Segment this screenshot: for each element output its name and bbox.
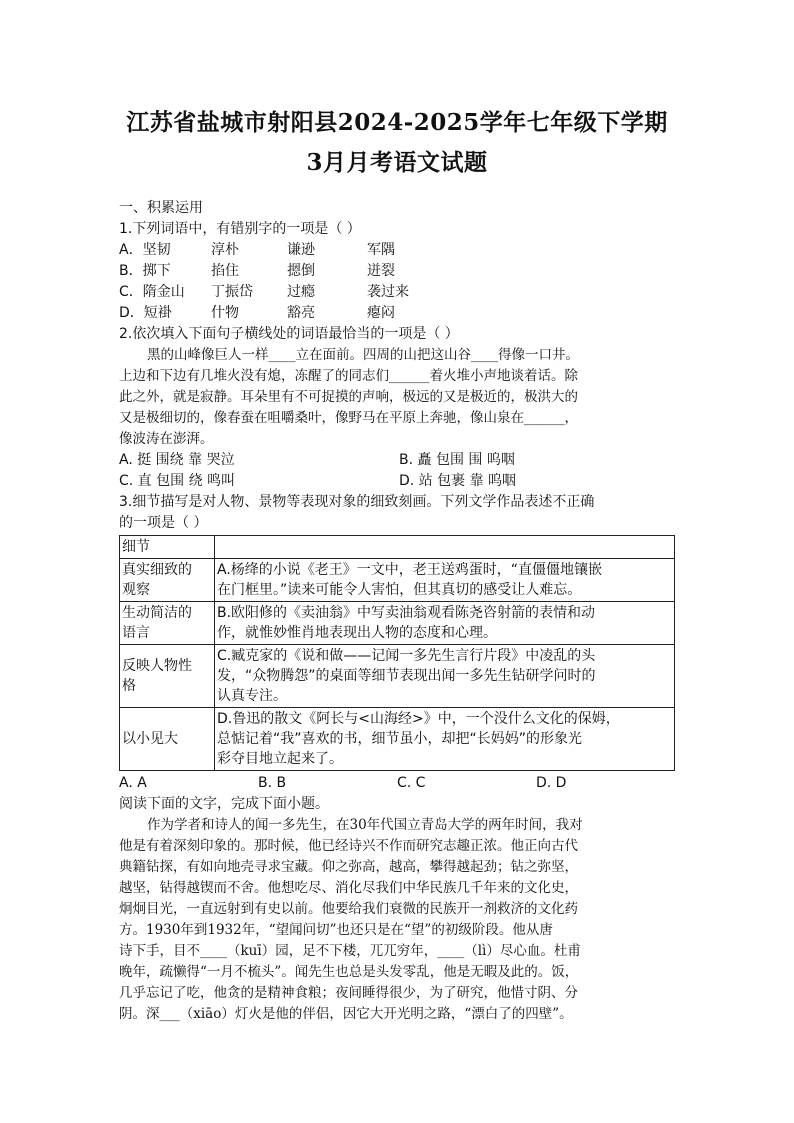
option-word: 谦逊 [287, 242, 315, 258]
cell-line: 作，就惟妙惟肖地表现出人物的态度和心理。 [217, 625, 497, 641]
option-d: D. D [536, 775, 567, 791]
exam-body [119, 198, 679, 1025]
cell-line: 在门框里。”读来可能令人害怕，但其真切的感受让人难忘。 [217, 582, 582, 598]
option-word: 豁亮 [287, 305, 315, 321]
cell-line: 发，“众物腾怨”的桌面等细节表现出闻一多先生钻研学问时的 [217, 668, 596, 684]
cell-line: 反映人物性 [122, 658, 192, 674]
option-word: C．隋金山 [119, 284, 185, 300]
cell-line: 以小见大 [122, 731, 178, 747]
passage-line: 他是有着深刻印象的。那时候，他已经诗兴不作而研究志趣正浓。他正向古代 [119, 838, 578, 854]
option-d: D. 站 包裹 靠 呜咽 [399, 473, 517, 489]
table-row [120, 708, 675, 771]
reading-intro: 阅读下面的文字，完成下面小题。 [119, 796, 329, 812]
table-row [120, 559, 675, 602]
passage-line: 又是极细切的，像春蚕在咀嚼桑叶，像野马在平原上奔驰，像山泉在______， [119, 410, 578, 426]
cell-line: A.杨绛的小说《老王》一文中，老王送鸡蛋时，“直僵僵地镶嵌 [217, 562, 603, 578]
passage-line: 作为学者和诗人的闻一多先生，在30年代国立青岛大学的两年时间，我对 [147, 817, 583, 833]
passage-line: 典籍钻探，有如向地壳寻求宝藏。仰之弥高，越高，攀得越起劲；钻之弥坚， [119, 859, 578, 875]
table-value-cell [215, 602, 675, 645]
table-value-cell [215, 645, 675, 708]
option-word: 掐住 [211, 263, 239, 279]
cell-line: 生动简洁的 [122, 605, 192, 621]
cell-line: 认真专注。 [217, 688, 287, 704]
cell-line: 格 [122, 678, 136, 694]
question-3-stem-cont: 的一项是（ ） [119, 515, 208, 531]
cell-line: 真实细致的 [122, 562, 192, 578]
table-row [120, 645, 675, 708]
passage-line: 诗下手，目不____（kuī）园，足不下楼，兀兀穷年，____（lì）尽心血。杜甫 [119, 943, 581, 959]
table-header-cell [215, 536, 675, 559]
passage-line: 阴。深___（xiāo）灯火是他的伴侣，因它大开光明之路，“漂白了的四壁”。 [119, 1006, 573, 1022]
passage-line: 像波涛在澎湃。 [119, 431, 214, 447]
table-key-cell [120, 559, 215, 602]
passage-line: 黑的山峰像巨人一样____立在面前。四周的山把这山谷____得像一口井。 [147, 347, 579, 363]
option-b: B. B [258, 775, 287, 791]
option-word: 迸裂 [367, 263, 395, 279]
table-key-cell [120, 645, 215, 708]
passage-line: 晚年，疏懒得“一月不梳头”。闻先生也总是头发零乱，他是无暇及此的。饭， [119, 964, 579, 980]
table-value-cell [215, 708, 675, 771]
option-a: A. A [119, 775, 147, 791]
cell-line: 总惦记着“我”喜欢的书，细节虽小，却把“长妈妈”的形象光 [217, 731, 583, 747]
option-word: 丁振岱 [211, 284, 253, 300]
question-2-options-row1 [119, 450, 679, 471]
option-c: C. 直 包围 绕 鸣叫 [119, 473, 236, 489]
option-word: 袭过来 [367, 284, 409, 300]
question-3-options [119, 773, 679, 794]
question-1-option-d [119, 303, 679, 324]
table-key-cell [120, 708, 215, 771]
exam-title-line2: 3月月考语文试题 [306, 149, 488, 176]
option-word: 军隅 [367, 242, 395, 258]
option-word: A．坚韧 [119, 242, 171, 258]
question-1-stem: 1.下列词语中，有错别字的一项是（ ） [119, 221, 361, 237]
option-word: 过瘾 [287, 284, 315, 300]
question-2-options-row2 [119, 471, 679, 492]
question-1-option-a [119, 240, 679, 261]
option-word: 淳朴 [211, 242, 239, 258]
option-word: 瘪闷 [367, 305, 395, 321]
option-word: 摁倒 [287, 263, 315, 279]
option-b: B. 矗 包围 围 呜咽 [399, 452, 515, 468]
cell-line: B.欧阳修的《卖油翁》中写卖油翁观看陈尧咨射箭的表情和动 [217, 605, 596, 621]
table-row [120, 602, 675, 645]
option-c: C. C [397, 775, 426, 791]
question-3-stem: 3.细节描写是对人物、景物等表现对象的细致刻画。下列文学作品表述不正确 [119, 494, 595, 510]
question-1-option-c [119, 282, 679, 303]
passage-line: 方。1930年到1932年，“望闻问切”也还只是在“望”的初级阶段。他从唐 [119, 922, 553, 938]
table-key-cell [120, 602, 215, 645]
option-word: B．掷下 [119, 263, 171, 279]
option-word: D．短褂 [119, 305, 172, 321]
cell-line: 观察 [122, 582, 150, 598]
passage-line: 此之外，就是寂静。耳朵里有不可捉摸的声响，极远的又是极近的，极洪大的 [119, 389, 578, 405]
option-word: 什物 [211, 305, 239, 321]
cell-line: 语言 [122, 625, 150, 641]
passage-line: 越坚，钻得越锲而不舍。他想吃尽、消化尽我们中华民族几千年来的文化史， [119, 880, 578, 896]
cell-line: D.鲁迅的散文《阿长与<山海经>》中，一个没什么文化的保姆， [217, 711, 620, 727]
table-header-cell: 细节 [120, 536, 215, 559]
section-heading: 一、积累运用 [119, 200, 203, 216]
cell-line: 彩夺目地立起来了。 [217, 751, 343, 767]
passage-line: 上边和下边有几堆火没有熄，冻醒了的同志们______着火堆小声地谈着话。除 [119, 368, 578, 384]
exam-title-line1: 江苏省盐城市射阳县2024-2025学年七年级下学期 [126, 109, 668, 136]
table-value-cell [215, 559, 675, 602]
cell-line: C.臧克家的《说和做——记闻一多先生言行片段》中凌乱的头 [217, 648, 596, 664]
passage-line: 几乎忘记了吃，他贪的是精神食粮；夜间睡得很少，为了研究，他惜寸阴、分 [119, 985, 578, 1001]
question-1-option-b [119, 261, 679, 282]
passage-line: 炯炯目光，一直远射到有史以前。他要给我们衰微的民族开一剂救济的文化药 [119, 901, 578, 917]
option-a: A. 挺 围绕 靠 哭泣 [119, 452, 235, 468]
table-header-row [120, 536, 675, 559]
question-2-stem: 2.依次填入下面句子横线处的词语最恰当的一项是（ ） [119, 326, 459, 342]
detail-table [119, 535, 675, 771]
